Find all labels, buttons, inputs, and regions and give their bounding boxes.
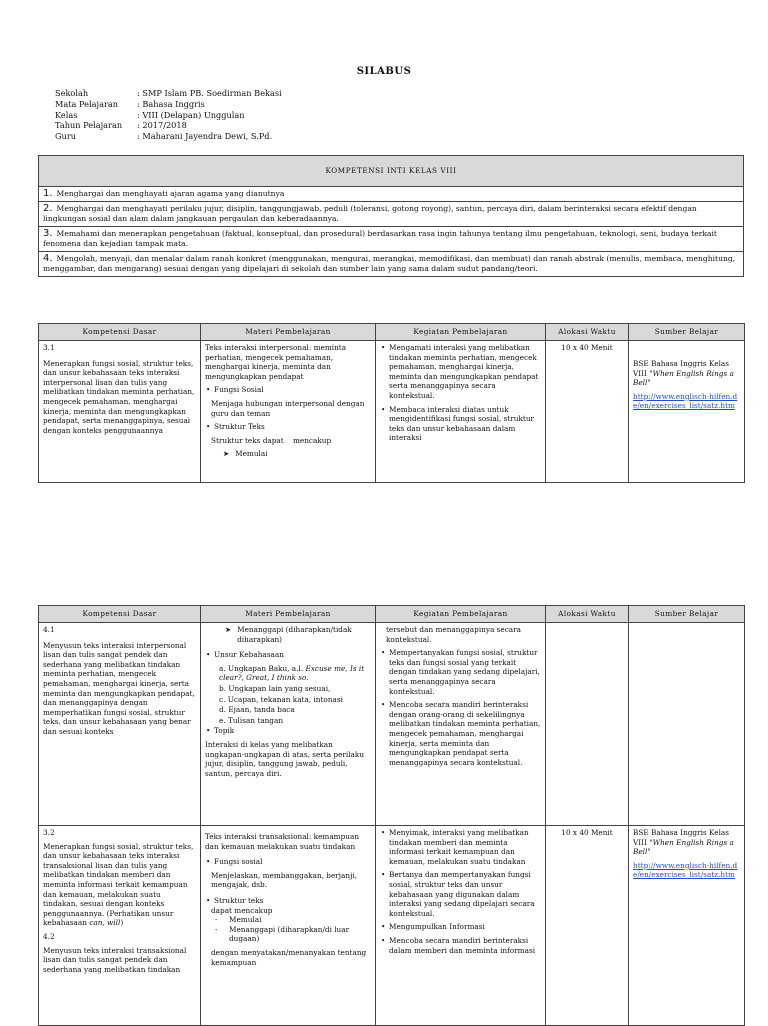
sumber-cell	[629, 341, 745, 483]
meta-row-kelas	[55, 110, 282, 121]
materi-struktur-text: Struktur teks dapat mencakup	[211, 435, 332, 445]
meta-label: Guru	[55, 131, 77, 142]
kd-number: 3.2	[43, 828, 55, 837]
unsur-text: Tulisan tangan	[227, 715, 284, 725]
ki-text: Menghargai dan menghayati ajaran agama yang dianutnya	[56, 189, 285, 198]
unsur-list	[205, 664, 371, 726]
unsur-text: Ungkapan lain yang sesuai,	[228, 683, 331, 693]
document-title: SILABUS	[356, 66, 412, 77]
unsur-letter: a.	[219, 663, 226, 673]
alokasi-cell: 10 x 40 Menit	[546, 341, 629, 483]
meta-value: : Maharani Jayendra Dewi, S.Pd.	[137, 131, 273, 142]
meta-label: Tahun Pelajaran	[55, 120, 123, 131]
kegiatan-cell	[376, 341, 546, 483]
materi-struktur: • Struktur teks	[214, 896, 371, 906]
kegiatan-item: • Mengumpulkan Informasi	[389, 922, 541, 932]
ki-item	[39, 252, 744, 277]
materi-topik: • Topik	[214, 726, 371, 736]
meta-value: : VIII (Delapan) Unggulan	[137, 109, 245, 120]
unsur-item	[219, 684, 371, 694]
sumber-link[interactable]: http://www.englisch-hilfen.de/en/exercises_list/satz.htm	[633, 391, 738, 411]
col-materi: Materi Pembelajaran	[201, 606, 376, 623]
materi-memulai: Memulai	[235, 449, 268, 459]
meta-value: : SMP Islam PB. Soedirman Bekasi	[137, 88, 282, 98]
unsur-letter: c.	[219, 694, 226, 704]
ki-item	[39, 187, 744, 202]
meta-row-sekolah	[55, 88, 282, 99]
meta-row-mapel	[55, 99, 282, 110]
kd-number: 4.1	[43, 625, 55, 634]
materi-sub-item: Memulai	[229, 915, 262, 925]
materi-cell	[201, 623, 376, 826]
materi-sub-item: Menanggapi (diharapkan/di luar dugaan)	[229, 924, 350, 944]
unsur-item	[219, 695, 371, 705]
unsur-letter: b.	[219, 683, 226, 693]
kd-text: Menyusun teks interaksi transaksional lisan dan tulis sangat pendek dan sederhana yang melibatkan tindakan	[43, 945, 187, 974]
kegiatan-continuation: tersebut dan menanggapinya secara kontekstual.	[386, 625, 521, 644]
ki-num: 4.	[43, 253, 53, 264]
kd-text: Menerapkan fungsi sosial, struktur teks, dan unsur kebahasaan teks interaksi interpersonal lisan dan tulis yang melibatkan tindakan meminta perhatian, mengecek pemahaman, menghargai kinerja, meminta dan mengungkapkan pendapat, serta menanggapinya, sesuai dengan konteks penggunaannya	[43, 358, 195, 435]
col-alokasi: Alokasi Waktu	[546, 324, 629, 341]
meta-value: : Bahasa Inggris	[137, 98, 205, 109]
header-info	[55, 88, 282, 142]
kegiatan-item: • Mempertanyakan fungsi sosial, struktur teks dan fungsi sosial yang terkait dengan tindakan yang sedang dipelajari, serta menanggapinya secara kontekstual.	[389, 648, 541, 696]
col-materi: Materi Pembelajaran	[201, 324, 376, 341]
ki-num: 3.	[43, 228, 53, 239]
materi-fungsi-sosial: • Fungsi Sosial	[214, 385, 371, 395]
unsur-text: Ungkapan Baku, a.l.	[228, 663, 306, 673]
materi-intro: Teks interaksi interpersonal: meminta perhatian, mengecek pemahaman, menghargai kinerja, meminta dan mengungkapkan pendapat	[205, 343, 347, 381]
ki-num: 2.	[43, 203, 53, 214]
kegiatan-item: • Mencoba secara mandiri berinteraksi dalam memberi dan meminta informasi	[389, 936, 541, 955]
kd-cell	[39, 623, 201, 826]
col-sumber: Sumber Belajar	[629, 324, 745, 341]
meta-label: Mata Pelajaran	[55, 98, 119, 109]
kegiatan-item: • Mengamati interaksi yang melibatkan tindakan meminta perhatian, mengecek pemahaman, menghargai kinerja, meminta dan mengungkapkan pendapat serta menanggapinya secara kontekstual.	[389, 343, 541, 401]
arrow-icon: ➤	[223, 449, 230, 459]
unsur-item	[219, 716, 371, 726]
arrow-icon: ➤	[225, 625, 232, 634]
materi-cell	[201, 826, 376, 1026]
materi-intro: Teks interaksi transaksional: kemampuan dan kemauan melakukan suatu tindakan	[205, 832, 360, 851]
materi-menanggapi: Menanggapi (diharapkan/tidak diharapkan)	[237, 625, 352, 644]
sumber-text: BSE Bahasa Inggris Kelas VIII	[633, 359, 729, 378]
kd-text: Menyusun teks interaksi interpersonal lisan dan tulis sangat pendek dan sederhana yang melibatkan tindakan meminta perhatian, mengecek pemahaman, menghargai kinerja, serta meminta dan mengungkapkan pendapat, dan menanggapinya dengan memperhatikan fungsi sosial, struktur teks, dan unsur kebahasaan yang benar dan sesuai konteks	[43, 640, 195, 736]
kd-text-end: )	[120, 918, 124, 928]
materi-cell	[201, 341, 376, 483]
kegiatan-item: • Bertanya dan mempertanyakan fungsi sosial, struktur teks dan unsur kebahasaan yang digunakan dalam interaksi yang sedang dipelajari secara kontekstual.	[389, 870, 541, 918]
meta-label: Kelas	[55, 109, 78, 120]
ki-item	[39, 202, 744, 227]
dash-icon: -	[215, 924, 218, 934]
meta-row-tahun	[55, 120, 282, 131]
kegiatan-item: • Mencoba secara mandiri berinteraksi dengan orang-orang di sekelilingnya melibatkan tindakan meminta perhatian, mengecek pemahaman, menghargai kinerja, serta meminta dan mengungkapkan pendapat serta menanggapinya secara kontekstual.	[389, 700, 541, 767]
unsur-item	[219, 664, 371, 683]
kd-text-italic: can, will	[89, 918, 121, 928]
materi-fungsi-sosial: • Fungsi sosial	[214, 857, 371, 867]
materi-topik-text: Interaksi di kelas yang melibatkan ungkapan-ungkapan di atas, serta perilaku jujur, disiplin, tanggung jawab, peduli, santun, percaya diri.	[205, 739, 365, 778]
sumber-book-title: "When English Rings a Bell"	[633, 837, 734, 857]
col-kegiatan: Kegiatan Pembelajaran	[376, 606, 546, 623]
unsur-text: Ucapan, tekanan kata, intonasi	[227, 694, 343, 704]
kd-number: 3.1	[43, 343, 55, 352]
unsur-letter: d.	[219, 705, 226, 715]
col-kompetensi-dasar: Kompetensi Dasar	[39, 606, 201, 623]
materi-fungsi-text: Menjelaskan, membanggakan, berjanji, mengajak, dsb.	[211, 870, 357, 890]
kegiatan-item: • Membaca interaksi diatas untuk mengidentifikasi fungsi sosial, struktur teks dan unsur kebahasaan dalam interaksi	[389, 405, 541, 443]
sumber-cell	[629, 623, 745, 826]
ki-text: Memahami dan menerapkan pengetahuan (faktual, konseptual, dan prosedural) berdasarkan rasa ingin tahunya tentang ilmu pengetahuan, teknologi, seni, budaya terkait fenomena dan kejadian tampak mata.	[43, 229, 717, 248]
meta-label: Sekolah	[55, 88, 89, 98]
sumber-link[interactable]: http://www.englisch-hilfen.de/en/exercises_list/satz.htm	[633, 860, 738, 880]
meta-row-guru	[55, 131, 282, 142]
materi-fungsi-text: Menjaga hubungan interpersonal dengan guru dan teman	[211, 398, 365, 418]
unsur-letter: e.	[219, 715, 226, 725]
kegiatan-cell	[376, 623, 546, 826]
col-kompetensi-dasar: Kompetensi Dasar	[39, 324, 201, 341]
ki-text: Mengolah, menyaji, dan menalar dalam ranah konkret (menggunakan, mengurai, merangkai, memodifikasi, dan membuat) dan ranah abstrak (menulis, membaca, menghitung, menggambar, dan mengarang) sesuai dengan yang dipelajari di sekolah dan sumber lain yang sama dalam sudut pandang/teori.	[43, 254, 736, 273]
dash-icon: -	[215, 915, 218, 925]
unsur-item	[219, 705, 371, 715]
materi-end-text: dengan menyatakan/menanyakan tentang kemampuan	[211, 947, 367, 967]
materi-struktur-text: dapat mencakup	[211, 905, 273, 915]
sumber-book-title: "When English Rings a Bell"	[633, 368, 734, 388]
materi-unsur-kebahasaan: • Unsur Kebahasaan	[214, 650, 371, 660]
kd-cell	[39, 826, 201, 1026]
col-kegiatan: Kegiatan Pembelajaran	[376, 324, 546, 341]
col-alokasi: Alokasi Waktu	[546, 606, 629, 623]
unsur-text: Ejaan, tanda baca	[228, 705, 295, 715]
alokasi-cell: 10 x 40 Menit	[546, 826, 629, 1026]
silabus-table-2	[38, 605, 745, 1026]
kd-cell	[39, 341, 201, 483]
alokasi-cell	[546, 623, 629, 826]
sumber-cell	[629, 826, 745, 1026]
ki-header: KOMPETENSI INTI KELAS VIII	[39, 156, 744, 187]
kegiatan-cell	[376, 826, 546, 1026]
ki-text: Menghargai dan menghayati perilaku jujur, disiplin, tanggungjawab, peduli (toleransi, gotong royong), santun, percaya diri, dalam berinteraksi secara efektif dengan lingkungan sosial dan alam dalam jangkauan pergaulan dan keberadaannya.	[43, 204, 697, 223]
kd-number: 4.2	[43, 931, 55, 941]
ki-item	[39, 227, 744, 252]
kegiatan-item: • Menyimak, interaksi yang melibatkan tindakan memberi dan meminta informasi terkait kemampuan dan kemauan, melakukan suatu tindakan	[389, 828, 541, 866]
materi-struktur: • Struktur Teks	[214, 422, 371, 432]
silabus-table-1	[38, 323, 745, 483]
ki-num: 1.	[43, 188, 53, 199]
sumber-text: BSE Bahasa Inggris Kelas VIII	[633, 828, 729, 847]
unsur-example: Excuse me, Is it clear?, Great, I think so.	[219, 663, 365, 683]
meta-value: : 2017/2018	[137, 120, 187, 131]
kompetensi-inti-table	[38, 155, 744, 277]
col-sumber: Sumber Belajar	[629, 606, 745, 623]
kd-text: Menerapkan fungsi sosial, struktur teks, dan unsur kebahasaan teks interaksi transaksional lisan dan tulis yang melibatkan tindakan memberi dan meminta informasi terkait kemampuan dan kemauan, melakukan suatu tindakan, sesuai dengan konteks penggunaannya. (Perhatikan unsur kebahasaan	[43, 841, 194, 928]
